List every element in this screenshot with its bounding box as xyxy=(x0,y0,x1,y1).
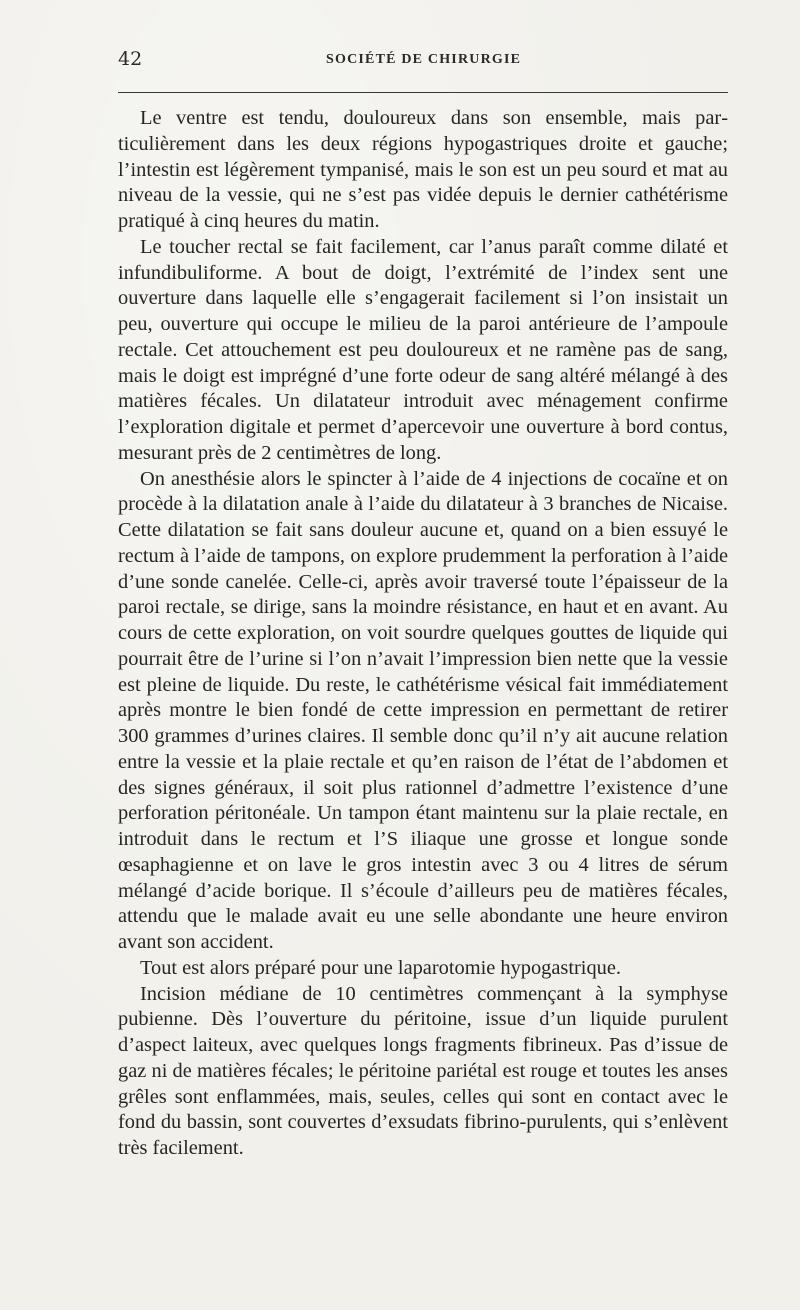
paragraph: Incision médiane de 10 centimètres commençant à la symphyse pubienne. Dès l’ouverture du péritoine, issue d’un liquide purulent d’aspect laiteux, avec quelques longs fragments fibrineux. Pas d’issue de gaz ni de matières fécales; le péritoine pariétal est rouge et toutes les anses grêles sont enflammées, mais, seules, celles qui sont en contact avec le fond du bassin, sont couvertes d’exsudats fibrino-purulents, qui s’enlèvent très facilement. xyxy=(118,982,728,1159)
page-number: 42 xyxy=(118,48,143,70)
header-rule xyxy=(118,92,728,93)
paragraph: On anesthésie alors le spincter à l’aide de 4 injections de cocaïne et on procède à la dilatation anale à l’aide du dilatateur à 3 branches de Nicaise. Cette dilatation se fait sans douleur aucune et, quand on a bien essuyé le rectum à l’aide de tampons, on explore prudemment la perforation à l’aide d’une sonde canelée. Celle-ci, après avoir traversé toute l’épaisseur de la paroi rectale, se dirige, sans la moindre résistance, en haut et en avant. Au cours de cette exploration, on voit sourdre quelques gouttes de liquide qui pourrait être de l’urine si l’on n’avait l’impression bien nette que la vessie est pleine de liquide. Du reste, le cathétérisme vésical fait immédiatement après montre le bien fondé de cette impression en permettant de retirer 300 grammes d’urines claires. Il semble donc qu’il n’y ait aucune relation entre la vessie et la plaie rectale et qu’en raison de l’état de l’abdomen et des signes généraux, il soit plus rationnel d’admettre l’existence d’une perforation péritonéale. Un tampon étant maintenu sur la plaie rectale, en introduit dans le rectum et l’S iliaque une grosse et longue sonde œsaphagienne et on lave le gros intestin avec 3 ou 4 litres de sérum mélangé d’acide borique. Il s’écoule d’ailleurs peu de matières fécales, attendu que le malade avait eu une selle abondante une heure environ avant son accident. xyxy=(118,467,728,953)
paragraph: Tout est alors préparé pour une laparotomie hypogastrique. xyxy=(140,956,622,979)
page-header xyxy=(118,44,726,78)
paragraph: Le toucher rectal se fait facilement, car l’anus paraît comme dilaté et infundibuliforme. A bout de doigt, l’extrémité de l’index sent une ouverture dans laquelle elle s’engagerait facilement si l’on insistait un peu, ouverture qui occupe le milieu de la paroi antérieure de l’ampoule rectale. Cet attouchement est peu douloureux et ne ramène pas de sang, mais le doigt est imprégné d’une forte odeur de sang altéré mélangé à des matières fécales. Un dilatateur introduit avec ménagement confirme l’exploration digitale et permet d’apercevoir une ouverture à bord contus, mesurant près de 2 centimètres de long. xyxy=(118,235,728,464)
paragraph: Le ventre est tendu, douloureux dans son ensemble, mais particulièrement dans les deux régions hypogastriques droite et gauche; l’intestin est légèrement tympanisé, mais le son est un peu sourd et mat au niveau de la vessie, qui ne s’est pas vidée depuis le dernier cathétérisme pratiqué à cinq heures du matin. xyxy=(118,107,728,232)
body-text xyxy=(118,106,728,1162)
running-head: SOCIÉTÉ DE CHIRURGIE xyxy=(326,52,522,67)
